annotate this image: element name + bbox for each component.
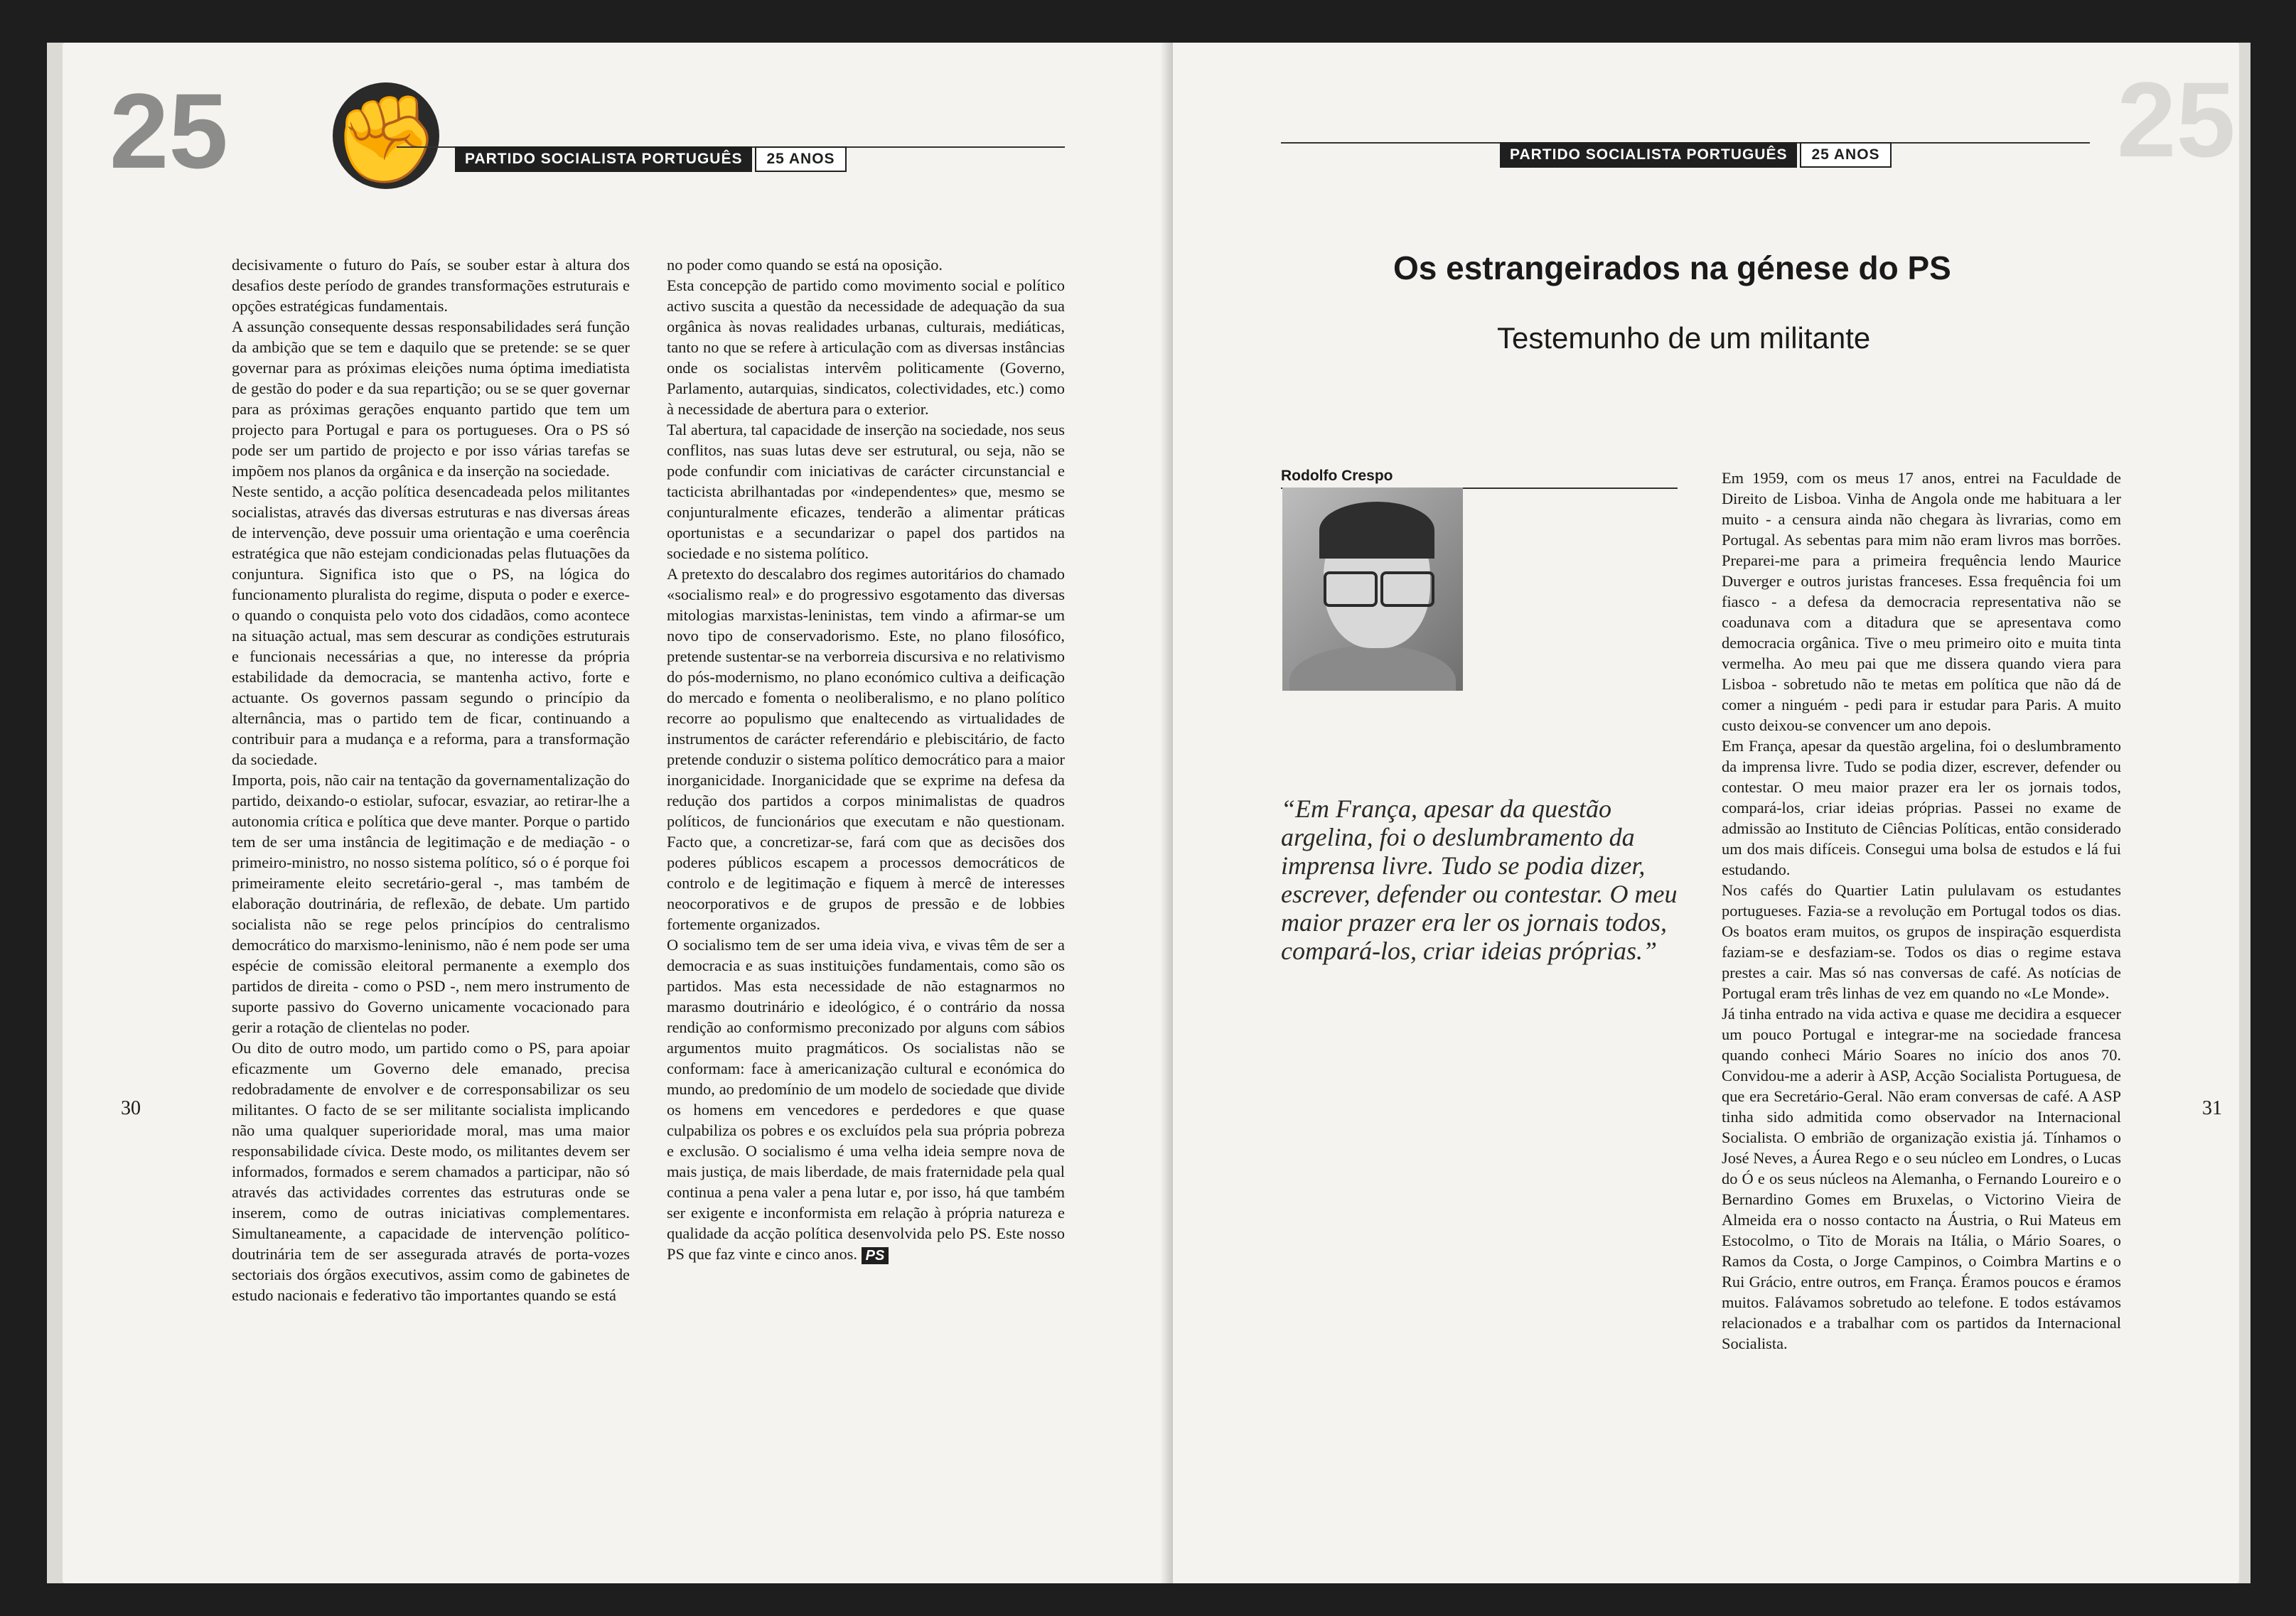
glasses-icon — [1319, 571, 1433, 604]
author-photo — [1282, 488, 1463, 691]
article-subtitle: Testemunho de um militante — [1497, 321, 1871, 355]
pull-quote: “Em França, apesar da questão argelina, foi o deslumbramento da imprensa livre. Tudo se podia dizer, escrever, defender ou contestar. O meu maior prazer era ler os jornais todos, compará-los, criar ideias próprias.” — [1281, 794, 1678, 965]
anniversary-logo — [109, 71, 465, 190]
paragraph: Nos cafés do Quartier Latin pululavam os estudantes portugueses. Fazia-se a revolução em Portugal todos os dias. Os boatos eram muitos, os grupos de inspiração esquerdista faziam-se e desfaziam-se. Todos os dias o regime estava prestes a cair. Mas só nas conversas de café. As notícias de Portugal eram três linhas de vez em quando no «Le Monde». — [1722, 881, 2121, 1002]
photo-hair — [1319, 502, 1434, 559]
paragraph: Em 1959, com os meus 17 anos, entrei na Faculdade de Direito de Lisboa. Vinha de Angola onde me habituara a ler muito - a censura ainda não chegara às livrarias, como em Portugal. As sebentas para mim não eram livros mas borrões. Preparei-me para a primeira frequência lendo Maurice Duverger e outros juristas franceses. Essa frequência foi um fiasco - a defesa da democracia representativa não se coadunava com a ditadura que se apresentava como democracia orgânica. Tive o meu primeiro oito e muita tinta vermelha. Ao meu pai que me dissera quando viera para Lisboa - sobretudo não te metas em política que não dá de comer a ninguém - pedi para ir estudar para Paris. A muito custo deixou-se convencer um ano depois. — [1722, 469, 2121, 734]
paragraph: Ou dito de outro modo, um partido como o PS, para apoiar eficazmente um Governo dele emanado, precisa redobradamente de envolver e de corresponsabilizar os seu militantes. O facto de se ser militante socialista implicando não uma qualquer superioridade moral, mas uma maior responsabilidade cívica. Deste modo, os militantes devem ser informados, formados e serem chamados a participar, não só através das actividades correntes das estruturas onde se inserem, como de outras iniciativas complementares. Simultaneamente, a capacidade de intervenção político-doutrinária tem de ser assegurada através de porta-vozes sectoriais dos órgãos executivos, assim como de gabinetes de estudo nacionais e federativo tão importantes quando se está — [232, 1039, 630, 1304]
logo-digits: 25 — [109, 71, 228, 190]
fist-icon — [333, 82, 439, 189]
page-number-right: 31 — [2202, 1097, 2222, 1119]
paragraph: no poder como quando se está na oposição. — [667, 256, 943, 274]
paragraph: Em França, apesar da questão argelina, foi o deslumbramento da imprensa livre. Tudo se podia dizer, escrever, defender ou contestar. O meu maior prazer era ler os jornais todos, compará-los, criar ideias próprias. Passei no exame de admissão ao Instituto de Ciências Políticas, então considerado um dos mais difíceis. Consegui uma bolsa de estudos e lá fui estudando. — [1722, 737, 2121, 878]
paragraph: A assunção consequente dessas responsabilidades será função da ambição que se tem e daquilo que se pretende: se se quer governar para as próximas eleições numa óptima imediatista de gestão do poder e da sua repartição; ou se se quer governar para as próximas gerações enquanto partido que tem um projecto para Portugal e para os portugueses. Ora o PS só pode ser um partido de projecto e por isso várias tarefas se impõem nos planos da orgânica e da inserção na sociedade. — [232, 318, 630, 480]
paragraph: Já tinha entrado na vida activa e quase me decidira a esquecer um pouco Portugal e integrar-me na sociedade francesa quando conheci Mário Soares no início dos anos 70. Convidou-me a aderir à ASP, Acção Socialista Portuguesa, de que era Secretário-Geral. Não eram conversas de café. A ASP tinha sido admitida como observador na Internacional Socialista. O embrião de organização existia já. Tínhamos o José Neves, a Áurea Rego e o seu núcleo em Londres, o Lucas do Ó e os seus núcleos na Alemanha, o Fernando Loureiro e o Bernardino Gomes em Bruxelas, o Victorino Vieira de Almeida era o nosso contacto na Áustria, o Rui Mateus em Estocolmo, o Tito de Morais na Itália, o Mário Soares, o Ramos da Costa, o Jorge Campinos, o Coimbra Martins e o Rui Grácio, entre outros, em França. Éramos poucos e éramos muitos. Falávamos sobretudo ao telefone. E todos estávamos relacionados e a trabalhar com os partidos da Internacional Socialista. — [1722, 1005, 2121, 1352]
header-anniversary: 25 ANOS — [1800, 142, 1891, 168]
left-column-2 — [667, 254, 1065, 1264]
paragraph: decisivamente o futuro do País, se souber estar à altura dos desafios deste período de grandes transformações estruturais e opções estratégicas fundamentais. — [232, 256, 630, 315]
header-badge — [455, 146, 847, 172]
page-number-left: 30 — [121, 1097, 141, 1119]
paragraph: Neste sentido, a acção política desencadeada pelos militantes socialistas, através das diversas estruturas e nas diversas áreas de intervenção, deve possuir uma orientação e uma coerência estratégica que não estejam condicionadas pelas flutuações da conjuntura. Significa isto que o PS, na lógica do funcionamento pluralista do regime, disputa o poder e exerce-o quando o conquista pelo voto dos cidadãos, como acontece na situação actual, mas sem descurar as condições estruturais e funcionais necessárias a que, no interesse da própria estabilidade da democracia, se mantenha activo, forte e actuante. Os governos passam segundo o princípio da alternância, mas o partido tem de ficar, continuando a contribuir para a mudança e a reforma, para a transformação da sociedade. — [232, 483, 630, 768]
header-party: PARTIDO SOCIALISTA PORTUGUÊS — [1500, 142, 1797, 168]
header-badge — [1500, 142, 1892, 168]
paragraph: A pretexto do descalabro dos regimes autoritários do chamado «socialismo real» e do progressivo esgotamento das diversas mitologias marxistas-leninistas, tem vindo a afirmar-se um novo tipo de conservadorismo. Este, no plano filosófico, pretende sustentar-se na verborreia discursiva e no relativismo do pós-modernismo, no plano económico cultiva a deificação do mercado e fomenta o neoliberalismo, e no plano político recorre ao populismo que enaltecendo as virtualidades de instrumentos de carácter referendário e plebiscitário, de facto pretende conduzir o sistema político democrático para a maior inorganicidade. Inorganicidade que se exprime na defesa da redução dos partidos a corpos minimalistas de quadros políticos, de funcionários que executam e não questionam. Facto que, a concretizar-se, fará com que as decisões dos poderes públicos escapem a processos democráticos de controlo e de legitimação e fiquem à mercê de interesses neocorporativos e de grupos de pressão e de lobbies fortemente organizados. — [667, 565, 1065, 933]
header-anniversary: 25 ANOS — [755, 146, 846, 172]
ps-end-mark: PS — [862, 1247, 889, 1264]
left-page — [63, 43, 1173, 1583]
photo-shoulders — [1289, 645, 1456, 691]
paragraph: Esta concepção de partido como movimento social e político activo suscita a questão da necessidade de adequação da sua orgânica às novas realidades urbanas, culturais, mediáticas, tanto no que se refere à articulação com as diversas instâncias onde os socialistas intervêm politicamente (Governo, Parlamento, autarquias, sindicatos, colectividades, etc.) como à necessidade de abertura para o exterior. — [667, 276, 1065, 418]
paragraph: Importa, pois, não cair na tentação da governamentalização do partido, deixando-o estiolar, sufocar, esvaziar, ao retirar-lhe a autonomia crítica e política que deve manter. Porque o partido tem de ser uma instância de legitimação e de mediação - o primeiro-ministro, no nosso sistema político, só o é porque foi primeiramente eleito secretário-geral -, mas também de elaboração doutrinária, de reflexão, de debate. Um partido socialista não se rege pelos princípios do centralismo democrático do marxismo-leninismo, não é nem pode ser uma espécie de comissão eleitoral permanente a exemplo dos partidos de direita - como o PSD -, nem mero instrumento de suporte passivo do Governo unicamente vocacionado para gerir a rotação de clientelas no poder. — [232, 771, 630, 1036]
left-column-1 — [232, 254, 630, 1305]
anniversary-logo-faded — [2110, 60, 2238, 179]
paragraph-text: O socialismo tem de ser uma ideia viva, e vivas têm de ser a democracia e as suas instituições fundamentais, como são os partidos. Mas esta necessidade de não estagnarmos no marasmo doutrinário e ideológico, é o contrário da nossa rendição ao conformismo preconizado por alguns com sábios argumentos muito pragmáticos. Os socialistas não se conformam: face à americanização cultural e económica do mundo, ao predomínio de um modelo de sociedade que divide os homens em vencedores e perdedores e que quase culpabiliza os pobres e os excluídos pela sua própria pobreza e exclusão. O socialismo é uma velha ideia sempre nova de mais justiça, de mais liberdade, de mais fraternidade pela qual continua a pena valer a pena lutar e, por isso, há que também ser exigente e inconformista em relação à própria natureza e qualidade da acção política desenvolvida pelo PS. Este nosso PS que faz vinte e cinco anos. — [667, 936, 1065, 1263]
right-column — [1722, 468, 2121, 1354]
paragraph: Tal abertura, tal capacidade de inserção na sociedade, nos seus conflitos, nas suas lutas deve ser estrutural, ou seja, não se pode confundir com iniciativas de carácter circunstancial e tacticista abrilhantadas por «independentes» que, mesmo se conjunturalmente eficazes, tenderão a alimentar práticas oportunistas e a secundarizar o papel dos partidos na sociedade e no sistema político. — [667, 421, 1065, 562]
logo-digits: 25 — [2117, 60, 2236, 179]
article-title: Os estrangeirados na génese do PS — [1393, 249, 1951, 286]
author-name: Rodolfo Crespo — [1281, 468, 1393, 484]
paragraph — [667, 934, 1065, 1264]
header-party: PARTIDO SOCIALISTA PORTUGUÊS — [455, 146, 752, 172]
